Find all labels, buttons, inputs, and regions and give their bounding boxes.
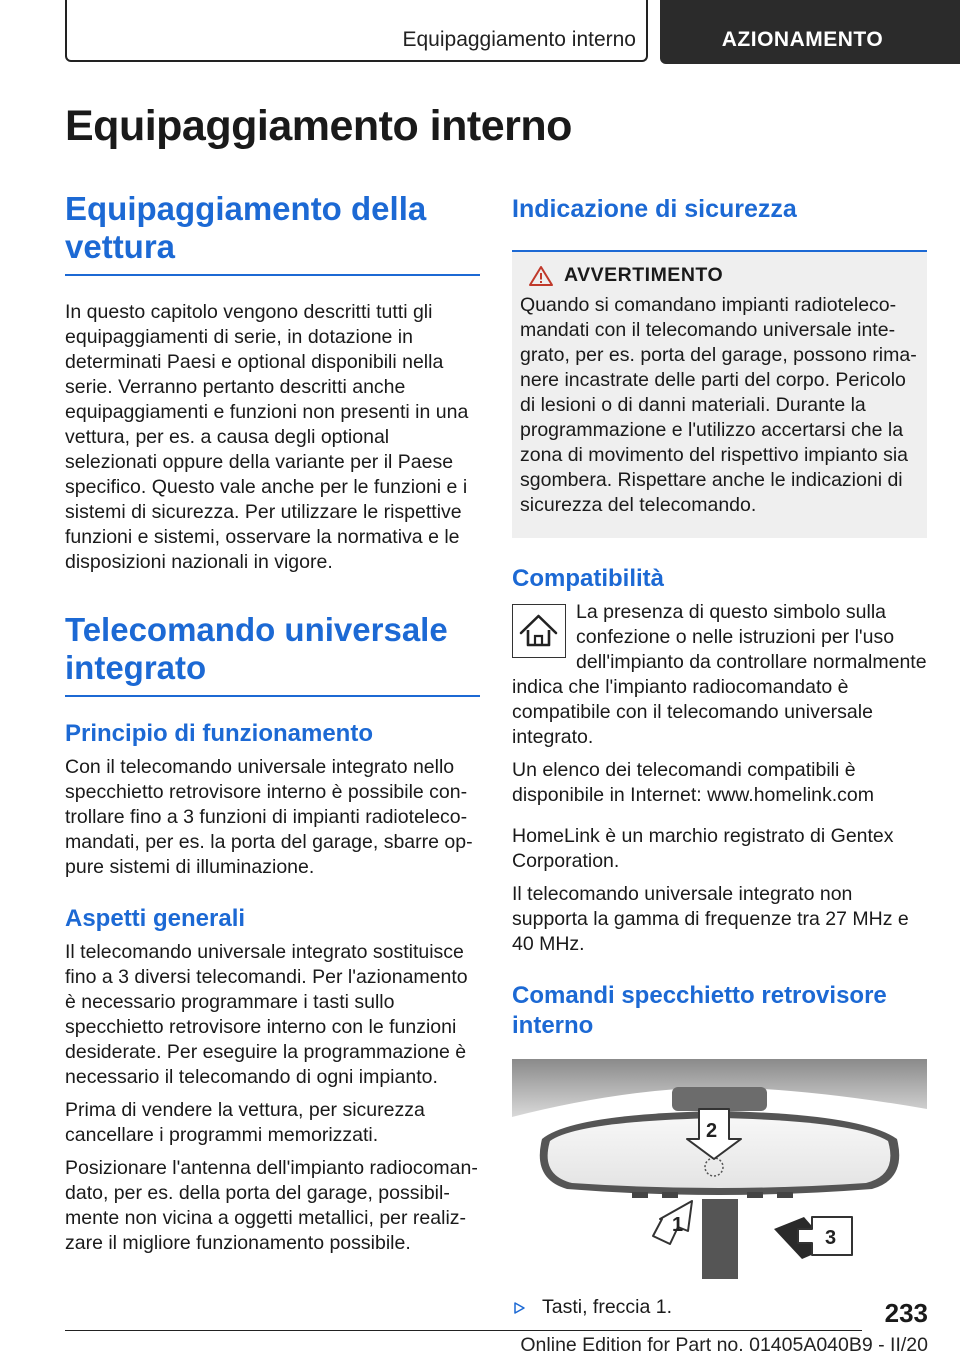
paragraph-intro: In questo capitolo vengono descritti tutti gli equipaggiamenti di serie, in dotazione in determinati Paesi e optional disponibili nella serie. Verranno pertanto descritti anche equipaggiamenti e funzioni non presenti in una vettura, per es. a causa degli optional selezionati oppure della variante per il Paese specifico. Questo vale anche per le funzioni e i sistemi di sicurezza. Per utilizzare le rispettive funzioni e sistemi, osservare la normativa e le disposizioni nazionali in vigore. <box>65 301 469 573</box>
header-chapter-label: AZIONAMENTO <box>721 28 884 51</box>
page-title: Equipaggiamento interno <box>65 102 572 150</box>
header-section-title: Equipaggiamento interno <box>402 28 636 51</box>
paragraph-aspetti-2: Prima di vendere la vettura, per sicurezza cancellare i programmi memorizzati. <box>65 1099 425 1146</box>
warning-text: Quando si comandano impianti radiotelecomandati con il telecomando universale integrato, per es. porta del garage, possono rimanere incastrate delle parti del corpo. Pericolo di lesioni o di danni materiali. Durante la programmazione e l'utilizzo accertarsi che la zona di movimento del rispettivo impianto sia sgombera. Rispettare anche le indicazioni di sicurezza del telecomando. <box>520 294 917 516</box>
mirror-figure <box>512 1059 927 1279</box>
paragraph-compat-4: Il telecomando universale integrato non supporta la gamma di frequenze tra 27 MHz e 40 MHz. <box>512 883 909 955</box>
paragraph-aspetti-1: Il telecomando universale integrato sostituisce fino a 3 diversi telecomandi. Per l'azionamento è necessario programmare i tasti sullo specchietto retrovisore interno con le funzioni desiderate. Per eseguire la programmazione è necessario il telecomando di ogni impianto. <box>65 941 468 1088</box>
heading-telecomando-universale: Telecomando universale integrato <box>65 611 480 697</box>
heading-comandi-specchietto: Comandi specchietto retrovisore interno <box>512 982 887 1039</box>
heading-principio: Principio di funzionamento <box>65 720 373 747</box>
paragraph-aspetti-3: Posizionare l'antenna dell'impianto radiocomandato, per es. della porta del garage, possibilmente non vicina a oggetti metallici, per realizzare il migliore funzionamento possibile. <box>65 1157 478 1254</box>
warning-triangle-icon <box>528 265 554 287</box>
compat-block <box>512 600 927 750</box>
warning-title: AVVERTIMENTO <box>564 264 724 286</box>
paragraph-compat-1: La presenza di questo simbolo sulla confezione o nelle istruzioni per l'uso dell'impianto da controllare normalmente indica che l'impianto radiocomandato è compatibile con il telecomando universale integrato. <box>512 601 927 748</box>
paragraph-compat-2: Un elenco dei telecomandi compatibili è disponibile in Internet: www.homelink.com <box>512 759 875 806</box>
right-column <box>512 190 927 1320</box>
triangle-bullet-icon <box>512 1301 526 1315</box>
homelink-house-icon <box>512 604 566 658</box>
heading-compatibilita: Compatibilità <box>512 565 665 592</box>
page-number: 233 <box>884 1298 928 1328</box>
heading-equipaggiamento-vettura: Equipaggiamento della vettura <box>65 190 480 276</box>
footer-edition: Online Edition for Part no. 01405A040B9 - II/20 <box>520 1334 928 1356</box>
heading-aspetti-generali: Aspetti generali <box>65 905 246 932</box>
figure-label-1: 1 <box>672 1214 684 1236</box>
bullet-text: Tasti, freccia 1. <box>542 1296 673 1318</box>
paragraph-compat-3: HomeLink è un marchio registrato di Gentex Corporation. <box>512 825 894 872</box>
figure-label-2: 2 <box>706 1120 718 1142</box>
warning-box <box>512 250 927 538</box>
heading-indicazione-sicurezza: Indicazione di sicurezza <box>512 195 797 223</box>
left-column <box>65 190 480 1256</box>
paragraph-principio: Con il telecomando universale integrato nello specchietto retrovisore interno è possibile controllare fino a 3 funzioni di impianti radiotelecomandati, per es. la porta del garage, sbarre oppure sistemi di illuminazione. <box>65 756 473 878</box>
figure-label-3: 3 <box>825 1227 837 1249</box>
footer-divider <box>65 1330 862 1331</box>
